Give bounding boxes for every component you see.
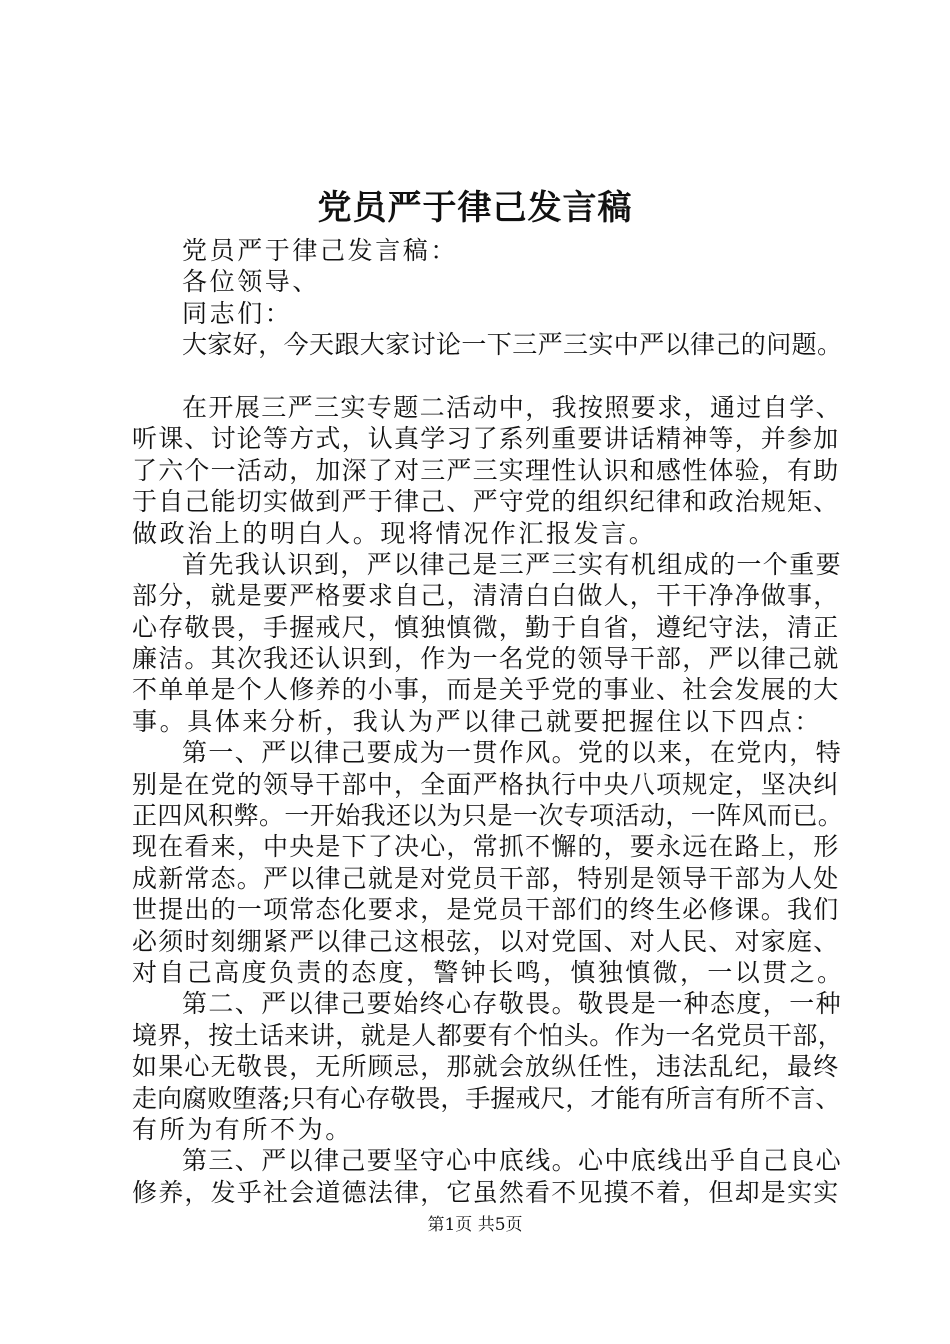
text-line: 第三、严以律己要坚守心中底线。心中底线出乎自己良心: [182, 1146, 843, 1176]
text-line: 走向腐败堕落;只有心存敬畏，手握戒尺，才能有所言有所不言、: [132, 1083, 841, 1113]
text-line: 事。具体来分析，我认为严以律己就要把握住以下四点：: [132, 706, 823, 736]
text-line: 了六个一活动，加深了对三严三实理性认识和感性体验，有助: [132, 455, 840, 485]
text-line: 在开展三严三实专题二活动中，我按照要求，通过自学、: [182, 392, 843, 422]
paragraph-gap: [132, 361, 844, 392]
text-line: 有所为有所不为。: [132, 1114, 353, 1144]
text-line: 心存敬畏，手握戒尺，慎独慎微，勤于自省，遵纪守法，清正: [132, 612, 840, 642]
text-line: 同志们：: [182, 298, 293, 328]
text-line: 于自己能切实做到严于律己、严守党的组织纪律和政治规矩、: [132, 487, 840, 517]
document-body: [132, 235, 844, 1208]
page-footer: 第1页 共5页: [427, 1215, 523, 1235]
text-line: 做政治上的明白人。现将情况作汇报发言。: [132, 518, 657, 548]
text-line: 第二、严以律己要始终心存敬畏。敬畏是一种态度，一种: [182, 989, 843, 1019]
document-title: 党员严于律己发言稿: [317, 188, 633, 228]
text-line: 党员严于律己发言稿：: [182, 236, 459, 265]
text-line: 各位领导、: [182, 267, 321, 297]
text-line: 成新常态。严以律己就是对党员干部，特别是领导干部为人处: [132, 863, 840, 893]
text-line: 不单单是个人修养的小事，而是关乎党的事业、社会发展的大: [132, 675, 840, 705]
text-line: 必须时刻绷紧严以律己这根弦，以对党国、对人民、对家庭、: [132, 926, 840, 956]
text-line: 境界，按土话来讲，就是人都要有个怕头。作为一名党员干部，: [132, 1020, 844, 1050]
text-line: 对自己高度负责的态度，警钟长鸣，慎独慎微，一以贯之。: [132, 957, 845, 987]
text-line: 大家好，今天跟大家讨论一下三严三实中严以律己的问题。: [182, 330, 843, 360]
text-line: 正四风积弊。一开始我还以为只是一次专项活动，一阵风而已。: [132, 801, 844, 831]
text-line: 部分，就是要严格要求自己，清清白白做人，干干净净做事，: [132, 581, 840, 611]
text-line: 首先我认识到，严以律己是三严三实有机组成的一个重要: [182, 549, 843, 579]
text-line: 世提出的一项常态化要求，是党员干部们的终生必修课。我们: [132, 895, 840, 925]
text-line: 廉洁。其次我还认识到，作为一名党的领导干部，严以律己就: [132, 644, 840, 674]
text-line: 第一、严以律己要成为一贯作风。党的以来，在党内，特: [182, 738, 843, 768]
text-line: 听课、讨论等方式，认真学习了系列重要讲话精神等，并参加: [132, 424, 840, 454]
text-line: 现在看来，中央是下了决心，常抓不懈的，要永远在路上，形: [132, 832, 840, 862]
text-line: 修养，发乎社会道德法律，它虽然看不见摸不着，但却是实实: [132, 1177, 840, 1207]
text-line: 别是在党的领导干部中，全面严格执行中央八项规定，坚决纠: [132, 769, 840, 799]
text-line: 如果心无敬畏，无所顾忌，那就会放纵任性，违法乱纪，最终: [132, 1052, 840, 1082]
